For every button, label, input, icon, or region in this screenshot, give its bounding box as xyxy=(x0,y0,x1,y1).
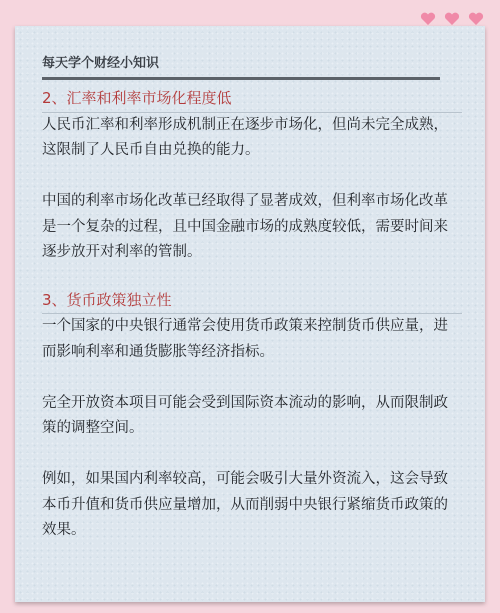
section-2-paragraph-2: 中国的利率市场化改革已经取得了显著成效，但利率市场化改革是一个复杂的过程，且中国金融市场的成熟度较低，需要时间来逐步放开对利率的管制。 xyxy=(42,193,448,260)
page-title: 每天学个财经小知识 xyxy=(42,52,440,80)
heart-icon xyxy=(468,12,484,26)
article-body xyxy=(42,86,462,544)
section-3-paragraph-3: 例如，如果国内利率较高，可能会吸引大量外资流入，这会导致本币升值和货币供应量增加，从而削弱中央银行紧缩货币政策的效果。 xyxy=(42,471,448,538)
heart-icon xyxy=(420,12,436,26)
section-2-title: 2、汇率和利率市场化程度低 xyxy=(42,86,462,113)
section-3-paragraph-1: 一个国家的中央银行通常会使用货币政策来控制货币供应量，进而影响利率和通货膨胀等经济指标。 xyxy=(42,318,448,360)
heart-icon xyxy=(444,12,460,26)
section-3-title: 3、货币政策独立性 xyxy=(42,288,462,315)
section-2-paragraph-1: 人民币汇率和利率形成机制正在逐步市场化，但尚未完全成熟，这限制了人民币自由兑换的能力。 xyxy=(42,116,448,158)
section-3-paragraph-2: 完全开放资本项目可能会受到国际资本流动的影响，从而限制政策的调整空间。 xyxy=(42,394,448,436)
heart-decoration xyxy=(420,12,484,26)
